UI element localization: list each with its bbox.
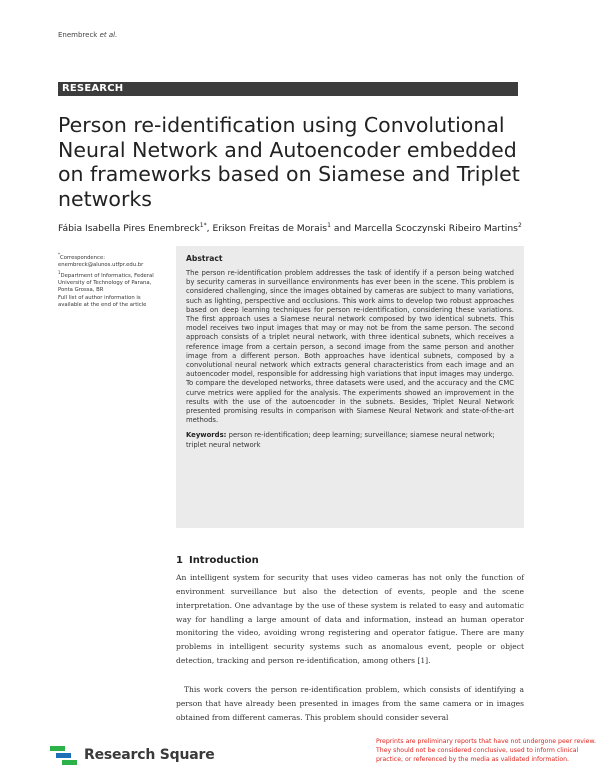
correspondence-email[interactable]: enembreck@alunos.utfpr.edu.br	[58, 261, 144, 268]
affiliation-text: Department of Informatics, Federal University of Technology of Parana, Ponta Grossa, BR	[58, 272, 154, 294]
author-separator: ,	[206, 223, 213, 235]
author-2: Erikson Freitas de Morais	[212, 223, 328, 235]
affiliation-marker: 1	[58, 270, 61, 276]
research-square-logo-text: Research Square	[84, 747, 215, 763]
running-head-authors: Enembreck	[58, 31, 98, 39]
research-square-logo[interactable]	[50, 742, 215, 768]
correspondence-marker: *	[58, 252, 60, 257]
author-info-sidebar	[58, 251, 163, 309]
introduction-title: Introduction	[188, 555, 259, 566]
author-2-affiliation: 1	[327, 222, 331, 229]
author-1: Fábia Isabella Pires Enembreck	[58, 223, 200, 235]
keywords-list: person re-identification; deep learning; surveillance; siamese neural network; triplet neural network	[186, 431, 495, 449]
running-head	[58, 31, 117, 39]
abstract-text: The person re-identification problem addresses the task of identify if a person being watched by security cameras in surveillance environments has ever been in the scene. This problem is considered challenging, since the images obtained by cameras are subject to many variations, such as lighting, perspective and occlusions. This work aims to develop two robust approaches based on deep learning techniques for person re-identification, considering these variations. The first approach uses a Siamese neural network composed by two identical subnets. This model receives two input images that may or may not be from the same person. The second approach consists of a triplet neural network, with three identical subnets, which receives a reference image from a certain person, a second image from the same person and another image from a different person. Both approaches have identical subnets, composed by a convolutional neural network which extracts general characteristics from each image and an autoencoder model, responsible for addressing high variations that input images may undergo. To compare the developed networks, three datasets were used, and the accuracy and the CMC curve metrics were applied for the analysis. The experiments showed an improvement in the results with the use of the autoencoder in the subnets. Besides, Triplet Neural Network presented promising results in comparison with Siamese Neural Network and state-of-the-art methods.	[186, 269, 514, 425]
preprint-notice: Preprints are preliminary reports that have not undergone peer review. They should not be considered conclusive, used to inform clinical practice, or referenced by the media as validated information.	[376, 738, 596, 763]
paper-title: Person re-identification using Convolutional Neural Network and Autoencoder embedded on frameworks based on Siamese and Triplet networks	[58, 113, 520, 211]
abstract-box	[176, 246, 524, 528]
introduction-paragraph-2: This work covers the person re-identification problem, which consists of identifying a person that have already been presented in images from the same camera or in images obtained from different cameras. This problem should consider several	[176, 685, 524, 722]
full-author-info-note: Full list of author information is available at the end of the article	[58, 294, 147, 308]
author-list	[58, 222, 538, 234]
keywords	[186, 431, 514, 449]
running-head-etal: et al.	[99, 31, 118, 39]
section-label: RESEARCH	[62, 83, 124, 94]
introduction-heading	[176, 555, 259, 566]
research-square-logo-icon	[50, 743, 78, 767]
abstract-heading: Abstract	[186, 254, 223, 263]
affiliation	[58, 269, 163, 294]
section-number: 1	[176, 555, 183, 566]
author-3-affiliation: 2	[517, 222, 522, 229]
correspondence-line	[58, 251, 163, 262]
section-label-bar	[58, 82, 518, 96]
keywords-label: Keywords:	[186, 431, 227, 440]
correspondence-label: Correspondence:	[60, 254, 105, 261]
author-1-affiliation: 1*	[199, 222, 207, 229]
author-3: Marcella Scoczynski Ribeiro Martins	[354, 223, 518, 235]
introduction-paragraph-1: An intelligent system for security that uses video cameras has not only the function of environment surveillance but also the detection of events, people and the scene interpretation. One advantage by the use of these system is related to easy and automatic way for handling a large amount of data and information, instead an human operator monitoring the video, avoiding wrong registering and operator fatigue. There are many problems in intelligent security systems such as anomalous event, people or object detection, tracking and person re-identification, among others [1].	[176, 573, 524, 666]
author-separator: and	[330, 223, 355, 235]
